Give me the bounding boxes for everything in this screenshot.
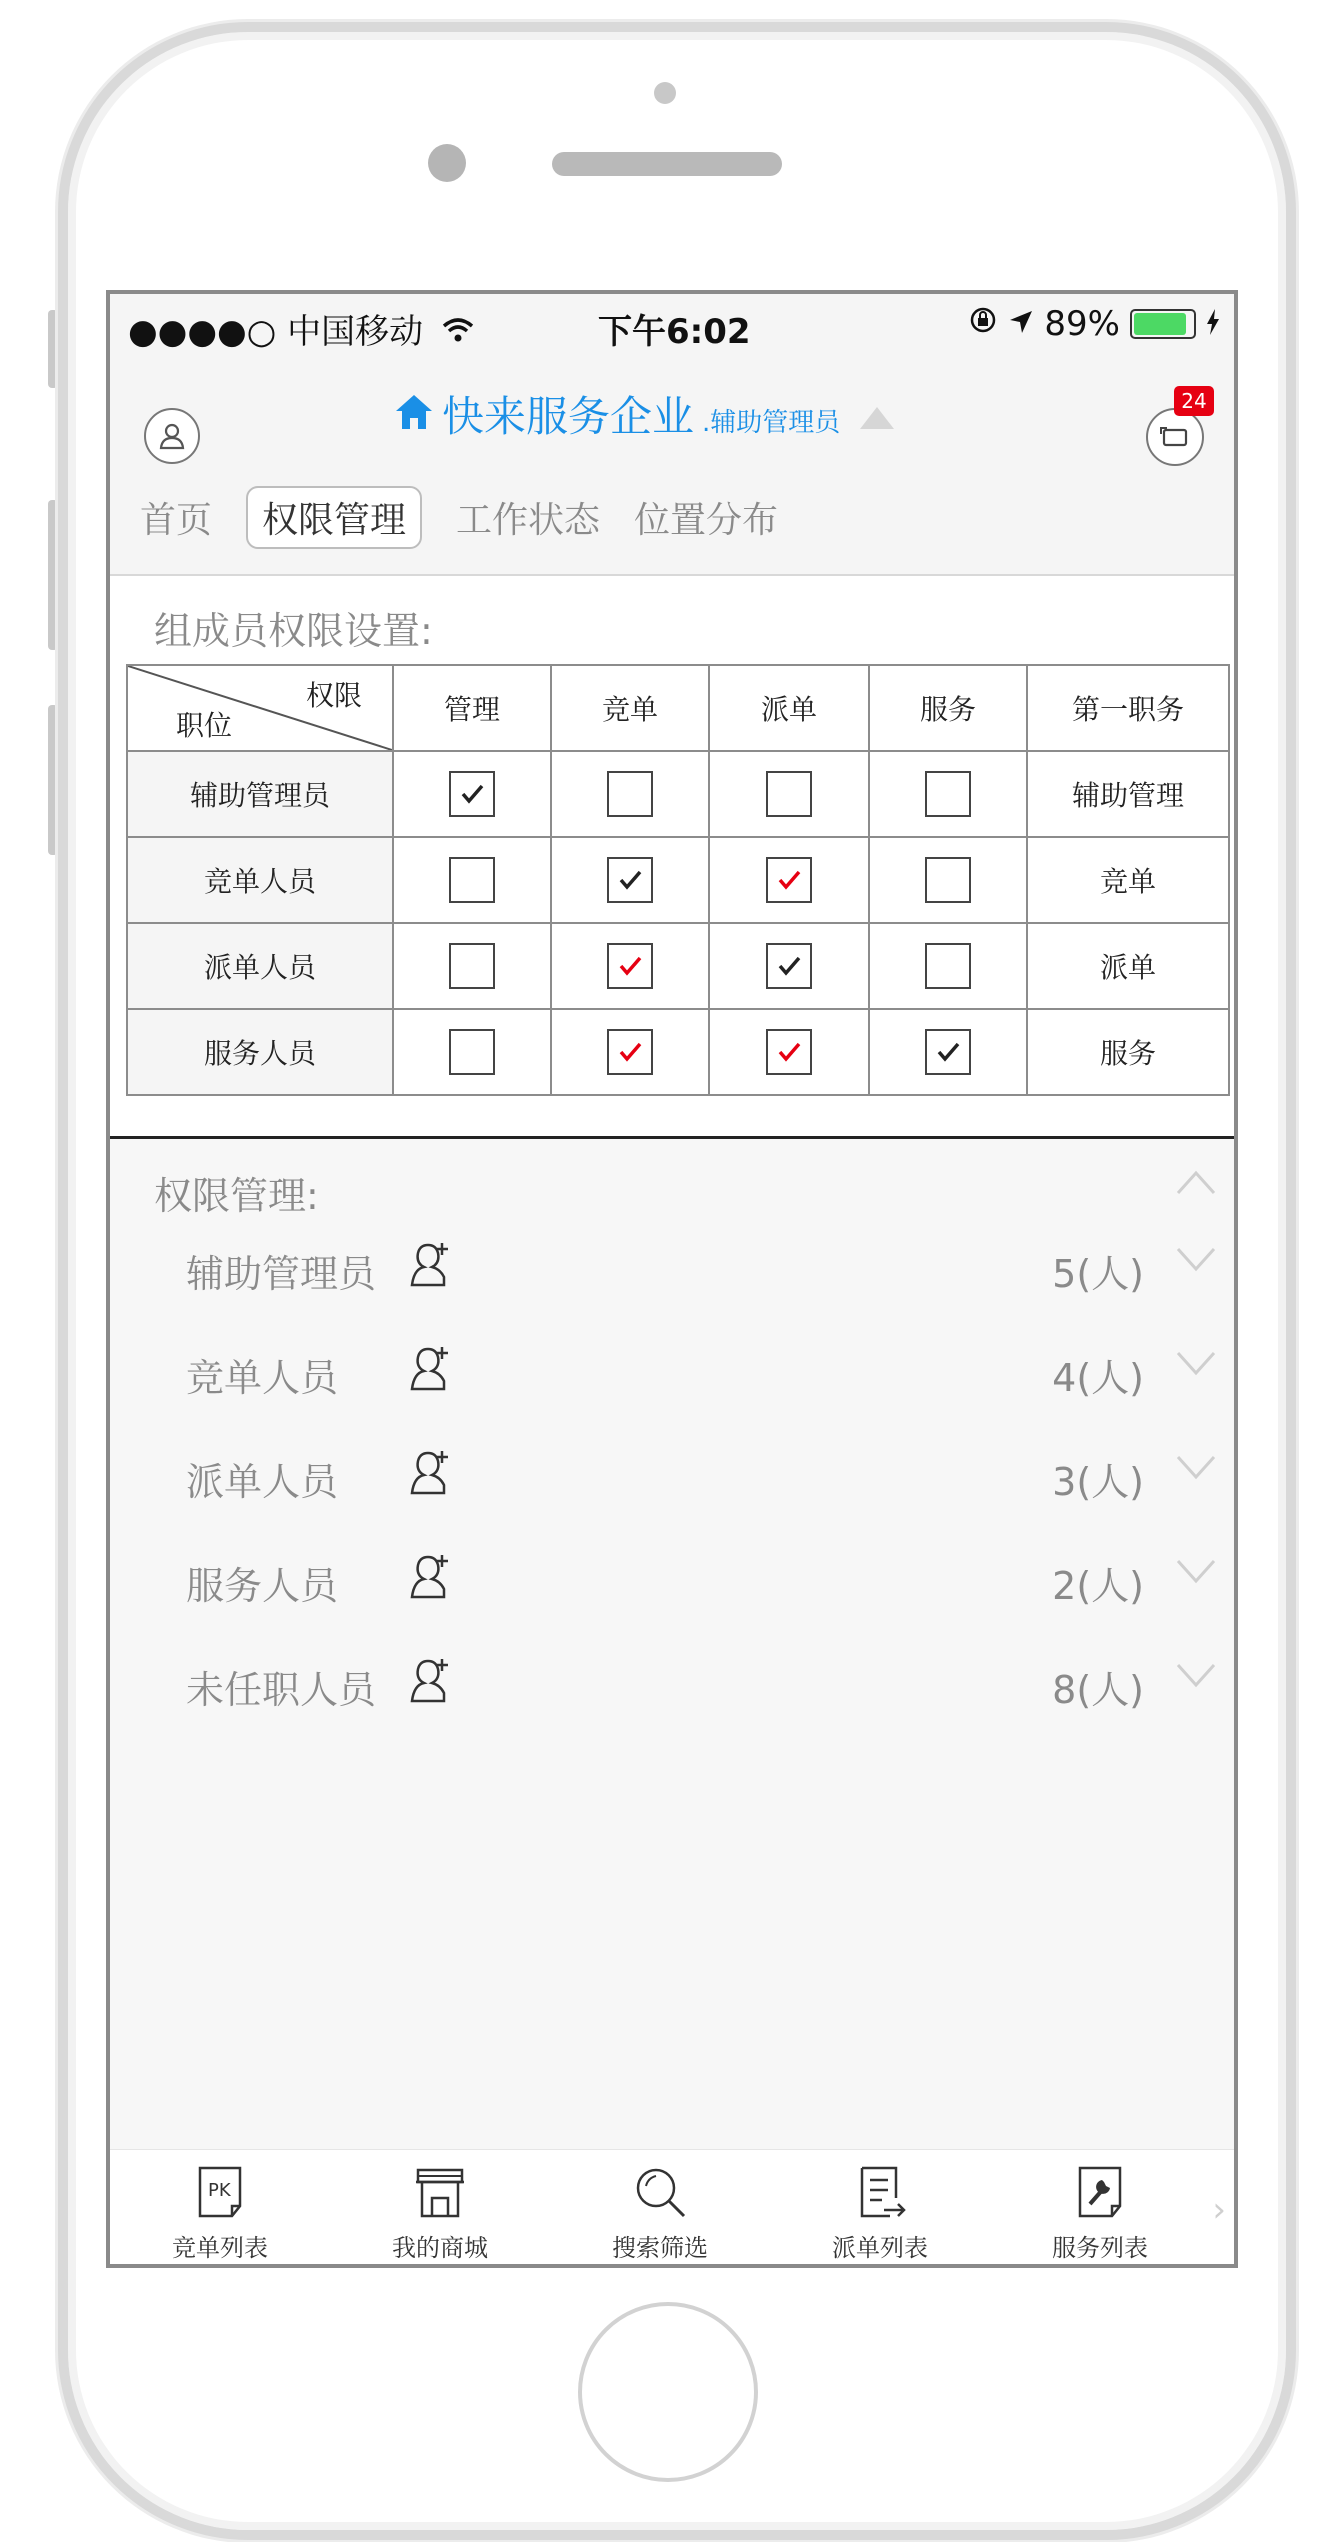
- group-label: 服务人员: [186, 1564, 339, 1608]
- wrench-icon: [1070, 2162, 1130, 2222]
- message-count-badge: 24: [1174, 386, 1214, 416]
- permission-cell: [551, 837, 709, 923]
- position-cell: 派单人员: [127, 923, 393, 1009]
- table-row: [127, 1009, 1229, 1095]
- add-member-icon[interactable]: [408, 1657, 450, 1705]
- permission-management-panel: [110, 1139, 1234, 2149]
- status-time: 下午6:02: [598, 312, 751, 352]
- enterprise-name: 快来服务企业: [442, 392, 695, 441]
- permission-cell: [869, 751, 1027, 837]
- column-header: 服务: [869, 665, 1027, 751]
- checkmark-icon: [774, 951, 804, 981]
- add-member-icon[interactable]: [408, 1553, 450, 1601]
- checkmark-icon: [615, 865, 645, 895]
- corner-position-label: 职位: [176, 709, 233, 742]
- primary-duty-cell: 服务: [1027, 1009, 1229, 1095]
- current-role: .辅助管理员: [702, 408, 841, 438]
- tabbar-label: 搜索筛选: [612, 2234, 708, 2262]
- permission-checkbox[interactable]: [607, 771, 653, 817]
- permission-management-title: 权限管理:: [154, 1174, 319, 1218]
- svg-text:PK: PK: [208, 2180, 231, 2201]
- message-button[interactable]: [1146, 408, 1204, 466]
- permission-checkbox[interactable]: [766, 943, 812, 989]
- collapse-chevron-up-icon[interactable]: [1176, 1169, 1216, 1195]
- permission-checkbox[interactable]: [607, 857, 653, 903]
- permission-cell: [869, 837, 1027, 923]
- battery-icon: [1130, 309, 1196, 339]
- chevron-down-icon[interactable]: [1176, 1247, 1216, 1273]
- status-right: [968, 304, 1220, 344]
- proximity-sensor: [654, 82, 676, 104]
- tabbar-more-chevron[interactable]: ›: [1212, 2190, 1226, 2230]
- group-label: 派单人员: [186, 1460, 339, 1504]
- group-count: 4(人): [1052, 1356, 1144, 1400]
- dispatch-list-icon: [850, 2162, 910, 2222]
- volume-up-button: [48, 500, 58, 650]
- add-member-icon[interactable]: [408, 1345, 450, 1393]
- permission-cell: [393, 837, 551, 923]
- status-bar: [110, 294, 1234, 356]
- tab-location[interactable]: 位置分布: [634, 500, 779, 541]
- table-header-row: [127, 665, 1229, 751]
- tabbar-search-filter[interactable]: [550, 2150, 770, 2265]
- list-item[interactable]: [110, 1637, 1234, 1737]
- app-screen: [106, 290, 1238, 2268]
- tabbar-service-list[interactable]: [990, 2150, 1210, 2265]
- caret-up-icon: [858, 404, 896, 439]
- permission-cell: [551, 1009, 709, 1095]
- permission-checkbox[interactable]: [766, 1029, 812, 1075]
- tab-permission[interactable]: 权限管理: [246, 486, 422, 549]
- primary-duty-cell: 辅助管理: [1027, 751, 1229, 837]
- tabbar-my-shop[interactable]: [330, 2150, 550, 2265]
- tabbar-dispatch-list[interactable]: [770, 2150, 990, 2265]
- home-icon: [394, 393, 434, 441]
- earpiece-speaker: [552, 152, 782, 176]
- checkmark-icon: [615, 951, 645, 981]
- group-label: 未任职人员: [186, 1668, 377, 1712]
- tabbar-label: 竞单列表: [172, 2234, 268, 2262]
- tab-work-status[interactable]: 工作状态: [456, 500, 601, 541]
- permission-checkbox[interactable]: [449, 771, 495, 817]
- position-cell: 竞单人员: [127, 837, 393, 923]
- chevron-down-icon[interactable]: [1176, 1455, 1216, 1481]
- permission-cell: [869, 1009, 1027, 1095]
- group-count: 3(人): [1052, 1460, 1144, 1504]
- orientation-lock-icon: [968, 304, 998, 344]
- pk-icon: [190, 2162, 250, 2222]
- checkmark-icon: [774, 1037, 804, 1067]
- permission-checkbox[interactable]: [449, 943, 495, 989]
- battery-percent: 89%: [1044, 304, 1120, 344]
- enterprise-title[interactable]: [394, 384, 896, 444]
- permission-checkbox[interactable]: [449, 1029, 495, 1075]
- charging-bolt-icon: [1206, 304, 1220, 344]
- column-header: 竞单: [551, 665, 709, 751]
- list-item[interactable]: [110, 1533, 1234, 1633]
- tabbar-bid-list[interactable]: [110, 2150, 330, 2265]
- permission-cell: [551, 923, 709, 1009]
- add-member-icon[interactable]: [408, 1449, 450, 1497]
- list-item[interactable]: [110, 1221, 1234, 1321]
- permission-checkbox[interactable]: [607, 943, 653, 989]
- permission-cell: [393, 1009, 551, 1095]
- permission-checkbox[interactable]: [925, 943, 971, 989]
- permission-table: [126, 664, 1230, 1096]
- permission-settings-title: 组成员权限设置:: [154, 609, 433, 653]
- table-row: [127, 751, 1229, 837]
- permission-checkbox[interactable]: [925, 1029, 971, 1075]
- list-item[interactable]: [110, 1325, 1234, 1425]
- user-profile-button[interactable]: [144, 408, 200, 464]
- permission-checkbox[interactable]: [925, 857, 971, 903]
- front-camera: [428, 144, 466, 182]
- table-row: [127, 923, 1229, 1009]
- primary-duty-cell: 派单: [1027, 923, 1229, 1009]
- mute-switch: [48, 310, 58, 388]
- group-count: 8(人): [1052, 1668, 1144, 1712]
- permission-checkbox[interactable]: [766, 771, 812, 817]
- group-count: 2(人): [1052, 1564, 1144, 1608]
- tabbar-label: 服务列表: [1052, 2234, 1148, 2262]
- permission-cell: [393, 751, 551, 837]
- search-icon: [630, 2162, 690, 2222]
- permission-checkbox[interactable]: [607, 1029, 653, 1075]
- group-label: 辅助管理员: [186, 1252, 377, 1296]
- tab-home[interactable]: 首页: [140, 500, 213, 541]
- chevron-down-icon[interactable]: [1176, 1559, 1216, 1585]
- add-member-icon[interactable]: [408, 1241, 450, 1289]
- group-count: 5(人): [1052, 1252, 1144, 1296]
- message-icon: [1159, 422, 1191, 452]
- permission-checkbox[interactable]: [449, 857, 495, 903]
- volume-down-button: [48, 705, 58, 855]
- checkmark-icon: [774, 865, 804, 895]
- top-tabs: [140, 486, 778, 549]
- tabbar-label: 派单列表: [832, 2234, 928, 2262]
- tabbar-label: 我的商城: [392, 2234, 488, 2262]
- permission-checkbox[interactable]: [766, 857, 812, 903]
- home-button[interactable]: [578, 2302, 758, 2482]
- primary-duty-cell: 竞单: [1027, 837, 1229, 923]
- app-header: [110, 356, 1234, 576]
- permission-checkbox[interactable]: [925, 771, 971, 817]
- carrier-group: [128, 304, 474, 353]
- column-header: 第一职务: [1027, 665, 1229, 751]
- group-label: 竞单人员: [186, 1356, 339, 1400]
- shop-icon: [410, 2162, 470, 2222]
- permission-cell: [869, 923, 1027, 1009]
- permission-cell: [709, 751, 869, 837]
- user-icon: [157, 421, 187, 451]
- position-cell: 服务人员: [127, 1009, 393, 1095]
- table-row: [127, 837, 1229, 923]
- position-cell: 辅助管理员: [127, 751, 393, 837]
- corner-permission-label: 权限: [305, 679, 362, 712]
- checkmark-icon: [933, 1037, 963, 1067]
- chevron-down-icon[interactable]: [1176, 1351, 1216, 1377]
- wifi-icon: [442, 312, 474, 352]
- list-item[interactable]: [110, 1429, 1234, 1529]
- permission-cell: [709, 923, 869, 1009]
- permission-cell: [709, 837, 869, 923]
- permission-cell: [551, 751, 709, 837]
- column-header: 派单: [709, 665, 869, 751]
- checkmark-icon: [615, 1037, 645, 1067]
- column-header: 管理: [393, 665, 551, 751]
- corner-header-cell: [127, 665, 393, 751]
- permission-cell: [393, 923, 551, 1009]
- checkmark-icon: [457, 779, 487, 809]
- bottom-tab-bar: [110, 2149, 1234, 2265]
- carrier-label: ●●●●○ 中国移动: [128, 312, 424, 352]
- chevron-down-icon[interactable]: [1176, 1663, 1216, 1689]
- location-arrow-icon: [1008, 304, 1034, 344]
- permission-cell: [709, 1009, 869, 1095]
